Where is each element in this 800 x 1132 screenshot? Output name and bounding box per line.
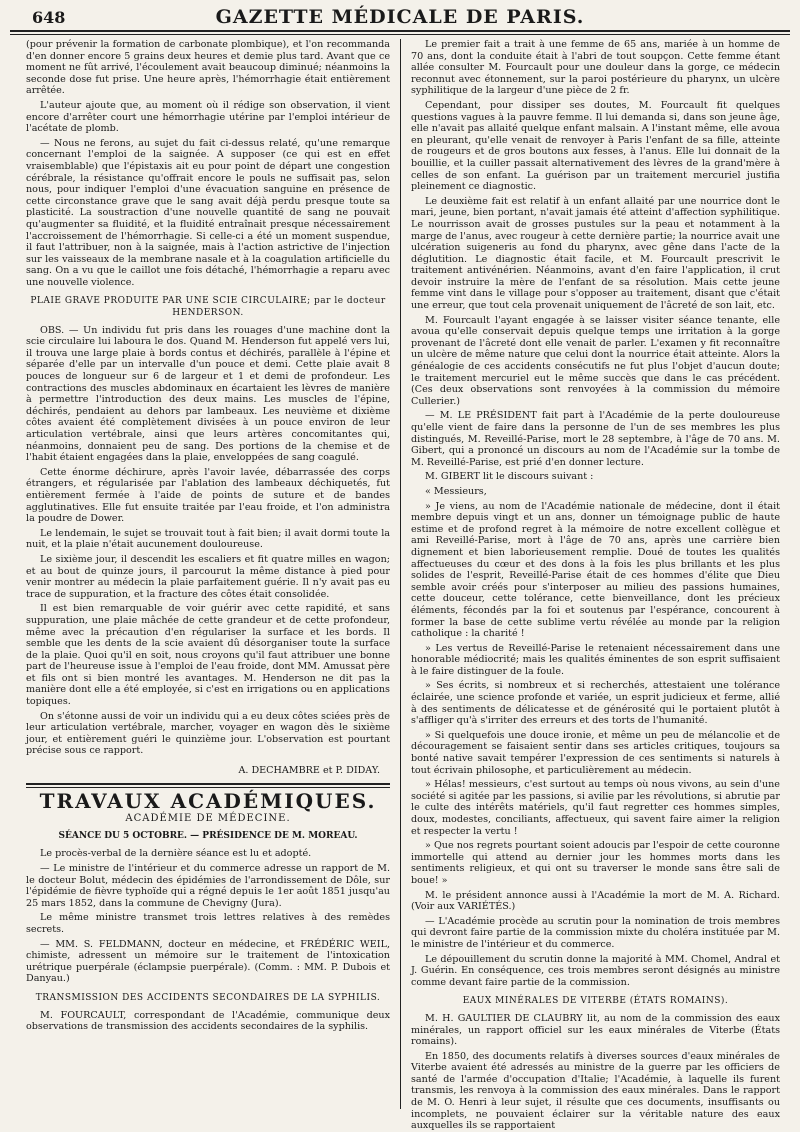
travaux-title: TRAVAUX ACADÉMIQUES. [39, 788, 377, 813]
paragraph: M. le président annonce aussi à l'Académie la mort de M. A. Richard. (Voir aux VARIÉTÉS.) [411, 889, 780, 913]
header-rule [10, 34, 790, 35]
paragraph: » Hélas! messieurs, c'est surtout au temps où nous vivons, au sein d'une société si agitée par les passions, si avilie par les révolutions, si abrutie par le culte des intérêts matériels, qu'il faut regretter ces hommes simples, doux, modestes, conciliants, affectueux, qui savent faire aimer la religion et respecter la vertu ! [411, 779, 780, 837]
author-signature: A. DECHAMBRE et P. DIDAY. [238, 765, 380, 777]
seance-heading: SÉANCE DU 5 OCTOBRE. — PRÉSIDENCE DE M. MOREAU. [58, 830, 358, 841]
paragraph: L'auteur ajoute que, au moment où il rédige son observation, il vient encore d'arrêter court une hémorrhagie utérine par l'emploi intérieur de l'acétate de plomb. [26, 99, 390, 135]
section-heading: TRANSMISSION DES ACCIDENTS SECONDAIRES DE LA SYPHILIS. [35, 992, 381, 1003]
paragraph: M. GIBERT lit le discours suivant : [425, 471, 594, 483]
left-column [10, 39, 400, 1109]
paragraph: Cette énorme déchirure, après l'avoir lavée, débarrassée des corps étrangers, et régularisée par l'ablation des lambeaux déchiquetés, fut entièrement fermée à l'aide de points de suture et de bandes agglutinatives. Elle fut ensuite traitée par l'eau froide, et l'on administra la poudre de Dower. [26, 466, 390, 525]
paragraph: » Les vertus de Reveillé-Parise le retenaient nécessairement dans une honorable médiocrité; mais les qualités éminentes de son esprit suffisaient à le faire distinguer de la foule. [411, 642, 780, 677]
journal-title: GAZETTE MÉDICALE DE PARIS. [215, 6, 585, 28]
paragraph: M. FOURCAULT, correspondant de l'Académie, communique deux observations de transmission des accidents secondaires de la syphilis. [26, 1009, 390, 1033]
paragraph: Le dépouillement du scrutin donne la majorité à MM. Chomel, Andral et J. Guérin. En conséquence, ces trois membres seront désignés au ministre comme devant faire partie de la commission. [411, 953, 780, 988]
page-header [10, 0, 790, 32]
paragraph: » Ses écrits, si nombreux et si recherchés, attestaient une tolérance éclairée, une science profonde et variée, un esprit judicieux et ferme, allié à des sentiments de délicatesse et de générosité qui le portaient plutôt à s'affliger qu'à s'irriter des erreurs et des torts de l'humanité. [411, 680, 780, 727]
paragraph: Le procès-verbal de la dernière séance est lu et adopté. [40, 848, 312, 860]
paragraph: M. H. GAULTIER DE CLAUBRY lit, au nom de la commission des eaux minérales, un rapport officiel sur les eaux minérales de Viterbe (États romains). [411, 1012, 780, 1048]
section-heading: PLAIE GRAVE PRODUITE PAR UNE SCIE CIRCULAIRE; par le docteur HENDERSON. [30, 296, 386, 319]
paragraph: » Que nos regrets pourtant soient adoucis par l'espoir de cette couronne immortelle qui attend au dernier jour les hommes morts dans les sentiments religieux, et qui ont su traverser le monde sans être sali de boue! » [411, 840, 780, 886]
paragraph: Le même ministre transmet trois lettres relatives à des remèdes secrets. [26, 912, 390, 935]
paragraph: » Si quelquefois une douce ironie, et même un peu de mélancolie et de découragement se faisaient sentir dans ses articles critiques, toujours sa bonté native savait tempérer l'expression de ces sentiments si naturels à tout écrivain philosophe, et particulièrement au médecin. [411, 729, 780, 776]
paragraph: M. Fourcault l'ayant engagée à se laisser visiter séance tenante, elle avoua qu'elle conservait depuis quelque temps une irritation à la gorge provenant de l'âcreté dont elle venait de parler. L'examen y fit reconnaître un ulcère de même nature que celui dont la nourrice était atteinte. Alors la généalogie de ces accidents consécutifs ne fut plus l'objet d'aucun doute; le traitement mercuriel eut le même succès que dans le cas précédent. (Ces deux observations sont renvoyées à la commission du mémoire Cullerier.) [411, 314, 780, 407]
paragraph: Cependant, pour dissiper ses doutes, M. Fourcault fit quelques questions vagues à la pauvre femme. Il lui demanda si, dans son jeune âge, elle n'avait pas allaité quelque enfant malsain. A l'instant même, elle avoua en pleurant, qu'elle venait de renvoyer à Paris l'enfant de sa fille, atteinte de rougeurs et de gros boutons aux fesses, à l'anus. Elle lui donnait de la bouillie, et la cuiller passait alternativement des lèvres de la grand'mère à celles de son enfant. La guérison par un traitement mercuriel justifia pleinement ce diagnostic. [411, 99, 780, 193]
section-heading: EAUX MINÉRALES DE VITERBE (ÉTATS ROMAINS). [462, 996, 729, 1007]
paragraph: Le lendemain, le sujet se trouvait tout à fait bien; il avait dormi toute la nuit, et la plaie n'était aucunement douloureuse. [26, 527, 390, 551]
paragraph: On s'étonne aussi de voir un individu qui a eu deux côtes sciées près de leur articulation vertébrale, marcher, voyager en wagon dès le sixième jour, et entièrement guéri le quinzième jour. L'observation est pourtant précise sous ce rapport. [26, 710, 390, 757]
paragraph: — Le ministre de l'intérieur et du commerce adresse un rapport de M. le docteur Bolut, médecin des épidémies de l'arrondissement de Dôle, sur l'épidémie de fièvre typhoïde qui a régné depuis le 1er août 1851 jusqu'au 25 mars 1852, dans la commune de Chevigny (Jura). [26, 863, 390, 909]
paragraph: Il est bien remarquable de voir guérir avec cette rapidité, et sans suppuration, une plaie mâchée de cette grandeur et de cette profondeur, même avec la précaution d'en régulariser la surface et les bords. Il semble que les dents de la scie avaient dû désorganiser toute la surface de la plaie. Quoi qu'il en soit, nous croyons qu'il faut attribuer une bonne part de l'heureuse issue à l'emploi de l'eau froide, dont MM. Amussat père et fils ont si bien montré les avantages. M. Henderson ne dit pas la manière dont elle a été employée, si c'est en irrigations ou en applications topiques. [26, 603, 390, 708]
paragraph: En 1850, des documents relatifs à diverses sources d'eaux minérales de Viterbe avaient été adressés au ministre de la guerre par les officiers de santé de l'armée d'occupation d'Italie; l'Académie, à laquelle ils furent transmis, les renvoya à la commission des eaux minérales. Dans le rapport de M. O. Henri à leur sujet, il résulte que ces documents, insuffisants ou incomplets, ne pouvaient éclairer sur la véritable nature des eaux auxquelles ils se rapportaient [411, 1050, 780, 1132]
right-column [400, 39, 790, 1132]
paragraph: » Je viens, au nom de l'Académie nationale de médecine, dont il était membre depuis vingt et un ans, donner un témoignage public de haute estime et de profond regret à la mémoire de notre excellent collègue et ami Reveillé-Parise, mort à l'âge de 70 ans, après une carrière bien dignement et bien laborieusement remplie. Doué de toutes les qualités affectueuses du cœur et des dons à la fois les plus brillants et les plus solides de l'esprit, Reveillé-Parise était de ces hommes d'élite que Dieu semble avoir créés pour s'interposer au milieu des passions humaines, cette douceur, cette tolérance, cette bienveillance, dont les précieux éléments, fécondés par la foi et soutenus par l'espérance, concourent à former la base de cette sublime vertu révélée au monde par la religion catholique : la charité ! [411, 500, 780, 640]
paragraph: OBS. — Un individu fut pris dans les rouages d'une machine dont la scie circulaire lui laboura le dos. Quand M. Henderson fut appelé vers lui, il trouva une large plaie à bords contus et déchirés, parallèle à l'épine et séparée d'elle par un intervalle d'un pouce et demi. Cette plaie avait 8 pouces de longueur sur 6 de largeur et 1 et demi de profondeur. Les contractions des muscles abdominaux en écartaient les lèvres de manière à permettre l'introduction des deux mains. Les muscles de l'épine, déchirés, pendaient au dehors par lambeaux. Les neuvième et dixième côtes avaient été complètement divisées à un pouce environ de leur articulation vertébrale, ainsi que leurs artères concomitantes qui, néanmoins, donnaient peu de sang. Des portions de la chemise et de l'habit étaient engagées dans la plaie, enveloppées de sang coagulé. [26, 324, 390, 464]
paragraph: (pour prévenir la formation de carbonate plombique), et l'on recommanda d'en donner encore 5 grains deux heures et demie plus tard. Avant que ce moment ne fût arrivé, l'écoulement avait beaucoup diminué; néanmoins la seconde dose fut prise. Une heure après, l'hémorrhagie était entièrement arrêtée. [26, 39, 390, 97]
academie-title: ACADÉMIE DE MÉDECINE. [125, 813, 291, 825]
text-columns [10, 39, 790, 1132]
paragraph: Le sixième jour, il descendit les escaliers et fit quatre milles en wagon; et au bout de quinze jours, il parcourut la même distance à pied pour venir montrer au médecin la plaie parfaitement guérie. Il n'y avait pas eu trace de suppuration, et la fracture des côtes était consolidée. [26, 553, 390, 600]
paragraph: « Messieurs, [425, 485, 487, 497]
page-number: 648 [32, 8, 66, 27]
paragraph: Le deuxième fait est relatif à un enfant allaité par une nourrice dont le mari, jeune, bien portant, n'avait jamais été atteint d'affection syphilitique. Le nourrisson avait de grosses pustules sur la peau et notamment à la marge de l'anus, avec rougeur à cette dernière partie; la nourrice avait une ulcération suigeneris au fond du pharynx, avec gêne dans l'acte de la déglutition. Le diagnostic était facile, et M. Fourcault prescrivit le traitement antivénérien. Néanmoins, avant d'en faire l'application, il crut devoir instruire la mère de l'enfant de sa résolution. Mais cette jeune femme vint dans le village pour s'opposer au traitement, disant que c'était une erreur, que tout cela provenait uniquement de l'âcreté de son lait, etc. [411, 195, 780, 312]
paragraph: Le premier fait a trait à une femme de 65 ans, mariée à un homme de 70 ans, dont la conduite était à l'abri de tout soupçon. Cette femme étant allée consulter M. Fourcault pour une douleur dans la gorge, ce médecin reconnut avec étonnement, sur la paroi postérieure du pharynx, un ulcère syphilitique de la largeur d'une pièce de 2 fr. [411, 39, 780, 97]
paragraph: — MM. S. FELDMANN, docteur en médecine, et FRÉDÉRIC WEIL, chimiste, adressent un mémoire sur le traitement de l'intoxication urétrique puerpérale (éclampsie puerpérale). (Comm. : MM. P. Dubois et Danyau.) [26, 938, 390, 985]
paragraph: — L'Académie procède au scrutin pour la nomination de trois membres qui devront faire partie de la commission mixte du choléra instituée par M. le ministre de l'intérieur et du commerce. [411, 915, 780, 950]
section-divider [26, 783, 390, 788]
paragraph: — Nous ne ferons, au sujet du fait ci-dessus relaté, qu'une remarque concernant l'emploi de la saignée. A supposer (ce qui est en effet vraisemblable) que l'épistaxis ait eu pour point de départ une congestion cérébrale, la résistance qu'offrait encore le pouls ne suffisait pas, selon nous, pour indiquer l'emploi d'une évacuation sanguine en présence de cette circonstance grave que le sang avait déjà perdu presque toute sa plasticité. La soustraction d'une nouvelle quantité de sang ne pouvait qu'augmenter sa fluidité, et la fluidité entraînait presque nécessairement l'accroissement de l'hémorrhagie. Si celle-ci a été un moment suspendue, il faut l'attribuer, non à la saignée, mais à l'action astrictive de l'injection sur les vaisseaux de la membrane nasale et à la coagulation artificielle du sang. On a vu que le caillot une fois détaché, l'hémorrhagie a reparu avec une nouvelle violence. [26, 137, 390, 288]
paragraph: — M. LE PRÉSIDENT fait part à l'Académie de la perte douloureuse qu'elle vient de faire dans la personne de l'un de ses membres les plus distingués, M. Reveillé-Parise, mort le 28 septembre, à l'âge de 70 ans. M. Gibert, qui a prononcé un discours au nom de l'Académie sur la tombe de M. Reveillé-Parise, est prié d'en donner lecture. [411, 410, 780, 468]
